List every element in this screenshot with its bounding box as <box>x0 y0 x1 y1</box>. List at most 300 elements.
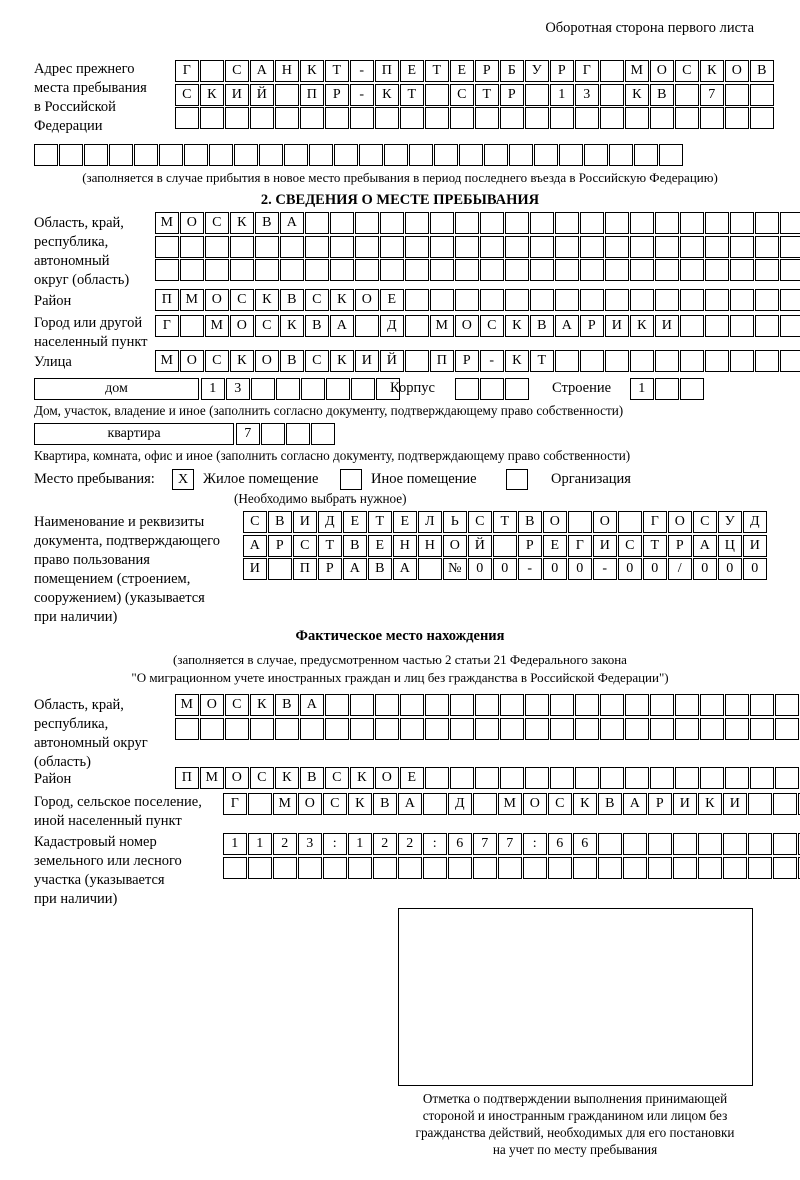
form-cell[interactable] <box>275 84 299 106</box>
form-cell[interactable]: С <box>243 511 267 533</box>
form-cell[interactable]: О <box>205 289 229 311</box>
form-cell[interactable] <box>780 236 800 258</box>
form-cell[interactable]: 7 <box>236 423 260 445</box>
form-cell[interactable] <box>700 767 724 789</box>
form-cell[interactable]: К <box>200 84 224 106</box>
form-cell[interactable] <box>625 718 649 740</box>
form-cell[interactable] <box>259 144 283 166</box>
form-cell[interactable]: К <box>573 793 597 815</box>
form-cell[interactable] <box>525 718 549 740</box>
form-cell[interactable] <box>755 212 779 234</box>
form-cell[interactable] <box>525 767 549 789</box>
form-cell[interactable] <box>405 289 429 311</box>
form-cell[interactable] <box>618 511 642 533</box>
form-cell[interactable] <box>555 259 579 281</box>
form-cell[interactable] <box>705 212 729 234</box>
form-cell[interactable] <box>680 259 704 281</box>
form-cell[interactable]: Г <box>223 793 247 815</box>
form-cell[interactable] <box>505 378 529 400</box>
form-cell[interactable] <box>425 84 449 106</box>
form-cell[interactable] <box>430 259 454 281</box>
form-cell[interactable] <box>434 144 458 166</box>
form-cell[interactable] <box>384 144 408 166</box>
form-cell[interactable]: О <box>225 767 249 789</box>
form-cell[interactable]: 0 <box>568 558 592 580</box>
form-cell[interactable] <box>580 236 604 258</box>
form-cell[interactable] <box>655 350 679 372</box>
form-cell[interactable]: И <box>723 793 747 815</box>
form-cell[interactable] <box>525 694 549 716</box>
form-cell[interactable] <box>380 259 404 281</box>
form-cell[interactable]: - <box>350 60 374 82</box>
form-cell[interactable]: А <box>250 60 274 82</box>
form-cell[interactable]: О <box>443 535 467 557</box>
actual-district-cells[interactable] <box>175 767 800 789</box>
form-cell[interactable]: 7 <box>498 833 522 855</box>
form-cell[interactable]: М <box>155 350 179 372</box>
form-cell[interactable]: О <box>230 315 254 337</box>
form-cell[interactable] <box>350 107 374 129</box>
section2-street-cells[interactable] <box>155 350 800 372</box>
form-cell[interactable]: Е <box>368 535 392 557</box>
form-cell[interactable]: С <box>175 84 199 106</box>
form-cell[interactable]: С <box>305 350 329 372</box>
form-cell[interactable] <box>475 767 499 789</box>
form-cell[interactable] <box>330 236 354 258</box>
form-cell[interactable]: К <box>630 315 654 337</box>
form-cell[interactable]: С <box>205 350 229 372</box>
form-cell[interactable] <box>523 857 547 879</box>
form-cell[interactable] <box>605 236 629 258</box>
form-cell[interactable]: В <box>598 793 622 815</box>
form-cell[interactable] <box>730 289 754 311</box>
form-cell[interactable] <box>730 350 754 372</box>
house-number-cells[interactable] <box>201 378 401 400</box>
form-cell[interactable] <box>248 793 272 815</box>
form-cell[interactable]: 7 <box>473 833 497 855</box>
form-cell[interactable] <box>650 767 674 789</box>
form-cell[interactable]: 0 <box>718 558 742 580</box>
form-cell[interactable]: С <box>250 767 274 789</box>
form-cell[interactable] <box>455 378 479 400</box>
form-cell[interactable] <box>280 236 304 258</box>
form-cell[interactable] <box>725 694 749 716</box>
form-cell[interactable]: С <box>325 767 349 789</box>
form-cell[interactable]: А <box>343 558 367 580</box>
form-cell[interactable]: Р <box>668 535 692 557</box>
form-cell[interactable] <box>700 718 724 740</box>
korpus-cells[interactable] <box>455 378 530 400</box>
form-cell[interactable] <box>455 236 479 258</box>
form-cell[interactable]: И <box>225 84 249 106</box>
form-cell[interactable]: И <box>293 511 317 533</box>
form-cell[interactable]: О <box>355 289 379 311</box>
form-cell[interactable] <box>525 84 549 106</box>
form-cell[interactable] <box>605 350 629 372</box>
form-cell[interactable]: 0 <box>643 558 667 580</box>
form-cell[interactable] <box>575 107 599 129</box>
form-cell[interactable]: В <box>300 767 324 789</box>
form-cell[interactable] <box>748 857 772 879</box>
form-cell[interactable]: С <box>255 315 279 337</box>
form-cell[interactable] <box>280 259 304 281</box>
form-cell[interactable] <box>276 378 300 400</box>
section2-city-cells[interactable] <box>155 315 800 337</box>
form-cell[interactable]: А <box>393 558 417 580</box>
form-cell[interactable] <box>355 259 379 281</box>
form-cell[interactable] <box>648 833 672 855</box>
form-cell[interactable] <box>375 718 399 740</box>
form-cell[interactable]: Д <box>448 793 472 815</box>
form-cell[interactable] <box>555 236 579 258</box>
form-cell[interactable] <box>780 289 800 311</box>
form-cell[interactable]: К <box>505 350 529 372</box>
form-cell[interactable]: 1 <box>630 378 654 400</box>
form-cell[interactable] <box>305 259 329 281</box>
form-cell[interactable] <box>723 857 747 879</box>
form-cell[interactable] <box>473 793 497 815</box>
form-cell[interactable]: И <box>593 535 617 557</box>
form-cell[interactable]: О <box>523 793 547 815</box>
place-type-checkbox-organization[interactable] <box>506 469 528 490</box>
form-cell[interactable] <box>84 144 108 166</box>
form-cell[interactable] <box>675 718 699 740</box>
form-cell[interactable]: А <box>243 535 267 557</box>
form-cell[interactable]: К <box>698 793 722 815</box>
form-cell[interactable] <box>755 289 779 311</box>
form-cell[interactable]: О <box>200 694 224 716</box>
form-cell[interactable] <box>580 350 604 372</box>
form-cell[interactable]: Т <box>425 60 449 82</box>
form-cell[interactable]: И <box>655 315 679 337</box>
form-cell[interactable] <box>180 236 204 258</box>
form-cell[interactable]: С <box>450 84 474 106</box>
form-cell[interactable]: К <box>230 350 254 372</box>
form-cell[interactable]: У <box>525 60 549 82</box>
form-cell[interactable]: : <box>323 833 347 855</box>
form-cell[interactable]: Е <box>380 289 404 311</box>
form-cell[interactable] <box>723 833 747 855</box>
form-cell[interactable] <box>625 107 649 129</box>
form-cell[interactable] <box>273 857 297 879</box>
form-cell[interactable] <box>425 107 449 129</box>
form-cell[interactable]: 2 <box>273 833 297 855</box>
form-cell[interactable]: И <box>243 558 267 580</box>
form-cell[interactable] <box>268 558 292 580</box>
form-cell[interactable]: И <box>673 793 697 815</box>
form-cell[interactable] <box>473 857 497 879</box>
prev-address-cells[interactable] <box>175 60 775 129</box>
form-cell[interactable] <box>550 718 574 740</box>
form-cell[interactable] <box>301 378 325 400</box>
form-cell[interactable]: Й <box>250 84 274 106</box>
form-cell[interactable] <box>355 236 379 258</box>
form-cell[interactable]: Д <box>318 511 342 533</box>
form-cell[interactable] <box>555 212 579 234</box>
form-cell[interactable] <box>650 694 674 716</box>
form-cell[interactable]: 6 <box>573 833 597 855</box>
form-cell[interactable] <box>725 767 749 789</box>
form-cell[interactable] <box>534 144 558 166</box>
form-cell[interactable] <box>450 767 474 789</box>
actual-region-cells[interactable] <box>175 694 800 740</box>
form-cell[interactable]: Т <box>475 84 499 106</box>
form-cell[interactable]: 2 <box>398 833 422 855</box>
form-cell[interactable] <box>605 259 629 281</box>
form-cell[interactable] <box>425 767 449 789</box>
form-cell[interactable]: В <box>343 535 367 557</box>
form-cell[interactable]: Р <box>475 60 499 82</box>
form-cell[interactable]: А <box>555 315 579 337</box>
form-cell[interactable]: О <box>593 511 617 533</box>
form-cell[interactable] <box>505 236 529 258</box>
form-cell[interactable] <box>773 833 797 855</box>
form-cell[interactable]: Р <box>648 793 672 815</box>
document-cells[interactable] <box>243 511 768 580</box>
form-cell[interactable]: С <box>230 289 254 311</box>
form-cell[interactable] <box>680 378 704 400</box>
form-cell[interactable] <box>750 767 774 789</box>
form-cell[interactable] <box>505 259 529 281</box>
form-cell[interactable] <box>180 259 204 281</box>
form-cell[interactable] <box>650 718 674 740</box>
form-cell[interactable] <box>275 718 299 740</box>
form-cell[interactable] <box>630 350 654 372</box>
form-cell[interactable] <box>286 423 310 445</box>
form-cell[interactable]: Г <box>568 535 592 557</box>
form-cell[interactable]: П <box>375 60 399 82</box>
form-cell[interactable] <box>700 694 724 716</box>
form-cell[interactable] <box>375 694 399 716</box>
form-cell[interactable]: П <box>293 558 317 580</box>
form-cell[interactable] <box>675 694 699 716</box>
form-cell[interactable]: Б <box>500 60 524 82</box>
form-cell[interactable]: Т <box>643 535 667 557</box>
form-cell[interactable]: 0 <box>468 558 492 580</box>
form-cell[interactable] <box>351 378 375 400</box>
form-cell[interactable] <box>680 289 704 311</box>
form-cell[interactable]: М <box>180 289 204 311</box>
form-cell[interactable]: У <box>718 511 742 533</box>
form-cell[interactable] <box>480 212 504 234</box>
form-cell[interactable] <box>480 378 504 400</box>
form-cell[interactable] <box>500 694 524 716</box>
form-cell[interactable]: Р <box>325 84 349 106</box>
form-cell[interactable]: Г <box>155 315 179 337</box>
form-cell[interactable] <box>480 289 504 311</box>
form-cell[interactable] <box>500 718 524 740</box>
form-cell[interactable]: К <box>280 315 304 337</box>
form-cell[interactable] <box>698 857 722 879</box>
form-cell[interactable] <box>655 378 679 400</box>
form-cell[interactable] <box>325 107 349 129</box>
form-cell[interactable] <box>755 236 779 258</box>
form-cell[interactable]: К <box>255 289 279 311</box>
form-cell[interactable] <box>700 107 724 129</box>
form-cell[interactable] <box>475 694 499 716</box>
form-cell[interactable]: В <box>268 511 292 533</box>
form-cell[interactable] <box>298 857 322 879</box>
form-cell[interactable] <box>200 107 224 129</box>
form-cell[interactable] <box>155 236 179 258</box>
form-cell[interactable] <box>548 857 572 879</box>
form-cell[interactable]: Г <box>643 511 667 533</box>
form-cell[interactable] <box>455 212 479 234</box>
form-cell[interactable]: - <box>480 350 504 372</box>
form-cell[interactable] <box>750 694 774 716</box>
form-cell[interactable]: М <box>498 793 522 815</box>
form-cell[interactable] <box>230 259 254 281</box>
form-cell[interactable] <box>261 423 285 445</box>
form-cell[interactable]: С <box>205 212 229 234</box>
form-cell[interactable]: Т <box>368 511 392 533</box>
form-cell[interactable]: Т <box>493 511 517 533</box>
form-cell[interactable] <box>505 212 529 234</box>
form-cell[interactable]: Н <box>393 535 417 557</box>
form-cell[interactable] <box>359 144 383 166</box>
form-cell[interactable] <box>493 535 517 557</box>
form-cell[interactable]: 3 <box>298 833 322 855</box>
form-cell[interactable] <box>625 767 649 789</box>
form-cell[interactable] <box>730 212 754 234</box>
form-cell[interactable]: Р <box>550 60 574 82</box>
form-cell[interactable]: 2 <box>373 833 397 855</box>
form-cell[interactable] <box>625 694 649 716</box>
form-cell[interactable]: 0 <box>493 558 517 580</box>
form-cell[interactable] <box>750 718 774 740</box>
form-cell[interactable] <box>680 350 704 372</box>
form-cell[interactable]: П <box>155 289 179 311</box>
form-cell[interactable] <box>530 289 554 311</box>
form-cell[interactable] <box>455 289 479 311</box>
stamp-box[interactable] <box>398 908 753 1086</box>
place-type-checkbox-residential[interactable]: X <box>172 469 194 490</box>
form-cell[interactable]: О <box>543 511 567 533</box>
form-cell[interactable] <box>300 107 324 129</box>
form-cell[interactable]: Т <box>530 350 554 372</box>
form-cell[interactable] <box>418 558 442 580</box>
form-cell[interactable] <box>680 236 704 258</box>
form-cell[interactable] <box>780 259 800 281</box>
form-cell[interactable] <box>780 315 800 337</box>
form-cell[interactable]: М <box>273 793 297 815</box>
form-cell[interactable]: О <box>725 60 749 82</box>
form-cell[interactable] <box>550 694 574 716</box>
actual-city-cells[interactable] <box>223 793 800 815</box>
form-cell[interactable]: В <box>650 84 674 106</box>
form-cell[interactable]: Д <box>743 511 767 533</box>
form-cell[interactable]: Е <box>543 535 567 557</box>
form-cell[interactable] <box>575 718 599 740</box>
cadastral-cells[interactable] <box>223 833 800 879</box>
form-cell[interactable] <box>680 212 704 234</box>
form-cell[interactable] <box>275 107 299 129</box>
form-cell[interactable]: Т <box>325 60 349 82</box>
form-cell[interactable]: Й <box>468 535 492 557</box>
form-cell[interactable]: Е <box>450 60 474 82</box>
form-cell[interactable]: С <box>225 60 249 82</box>
form-cell[interactable] <box>775 767 799 789</box>
form-cell[interactable] <box>348 857 372 879</box>
form-cell[interactable]: В <box>305 315 329 337</box>
form-cell[interactable] <box>380 212 404 234</box>
form-cell[interactable]: В <box>280 350 304 372</box>
form-cell[interactable]: Р <box>268 535 292 557</box>
form-cell[interactable]: В <box>280 289 304 311</box>
form-cell[interactable]: К <box>375 84 399 106</box>
form-cell[interactable] <box>498 857 522 879</box>
form-cell[interactable]: : <box>423 833 447 855</box>
form-cell[interactable] <box>575 767 599 789</box>
form-cell[interactable]: К <box>350 767 374 789</box>
form-cell[interactable] <box>780 212 800 234</box>
form-cell[interactable] <box>34 144 58 166</box>
form-cell[interactable]: С <box>305 289 329 311</box>
form-cell[interactable] <box>655 289 679 311</box>
form-cell[interactable]: К <box>330 289 354 311</box>
form-cell[interactable]: О <box>180 212 204 234</box>
form-cell[interactable] <box>430 289 454 311</box>
form-cell[interactable]: С <box>225 694 249 716</box>
form-cell[interactable] <box>730 315 754 337</box>
form-cell[interactable]: - <box>593 558 617 580</box>
form-cell[interactable]: 1 <box>248 833 272 855</box>
form-cell[interactable] <box>375 107 399 129</box>
form-cell[interactable]: А <box>398 793 422 815</box>
form-cell[interactable] <box>200 718 224 740</box>
form-cell[interactable]: О <box>668 511 692 533</box>
form-cell[interactable] <box>484 144 508 166</box>
form-cell[interactable] <box>230 236 254 258</box>
form-cell[interactable] <box>600 60 624 82</box>
form-cell[interactable]: О <box>650 60 674 82</box>
form-cell[interactable] <box>580 289 604 311</box>
form-cell[interactable] <box>775 718 799 740</box>
form-cell[interactable] <box>480 236 504 258</box>
form-cell[interactable] <box>180 315 204 337</box>
form-cell[interactable] <box>334 144 358 166</box>
form-cell[interactable]: Р <box>455 350 479 372</box>
form-cell[interactable] <box>673 857 697 879</box>
form-cell[interactable]: : <box>523 833 547 855</box>
form-cell[interactable]: К <box>625 84 649 106</box>
form-cell[interactable] <box>705 236 729 258</box>
form-cell[interactable]: П <box>175 767 199 789</box>
form-cell[interactable] <box>755 350 779 372</box>
form-cell[interactable]: М <box>155 212 179 234</box>
form-cell[interactable] <box>223 857 247 879</box>
form-cell[interactable] <box>725 84 749 106</box>
form-cell[interactable]: № <box>443 558 467 580</box>
form-cell[interactable] <box>605 289 629 311</box>
form-cell[interactable]: М <box>175 694 199 716</box>
form-cell[interactable]: С <box>468 511 492 533</box>
form-cell[interactable] <box>500 107 524 129</box>
flat-number-cells[interactable] <box>236 423 336 445</box>
form-cell[interactable] <box>500 767 524 789</box>
form-cell[interactable] <box>134 144 158 166</box>
form-cell[interactable]: О <box>375 767 399 789</box>
form-cell[interactable] <box>205 236 229 258</box>
form-cell[interactable] <box>225 107 249 129</box>
form-cell[interactable] <box>405 212 429 234</box>
form-cell[interactable] <box>155 259 179 281</box>
form-cell[interactable] <box>630 289 654 311</box>
form-cell[interactable] <box>398 857 422 879</box>
form-cell[interactable] <box>573 857 597 879</box>
form-cell[interactable] <box>730 236 754 258</box>
form-cell[interactable]: Л <box>418 511 442 533</box>
